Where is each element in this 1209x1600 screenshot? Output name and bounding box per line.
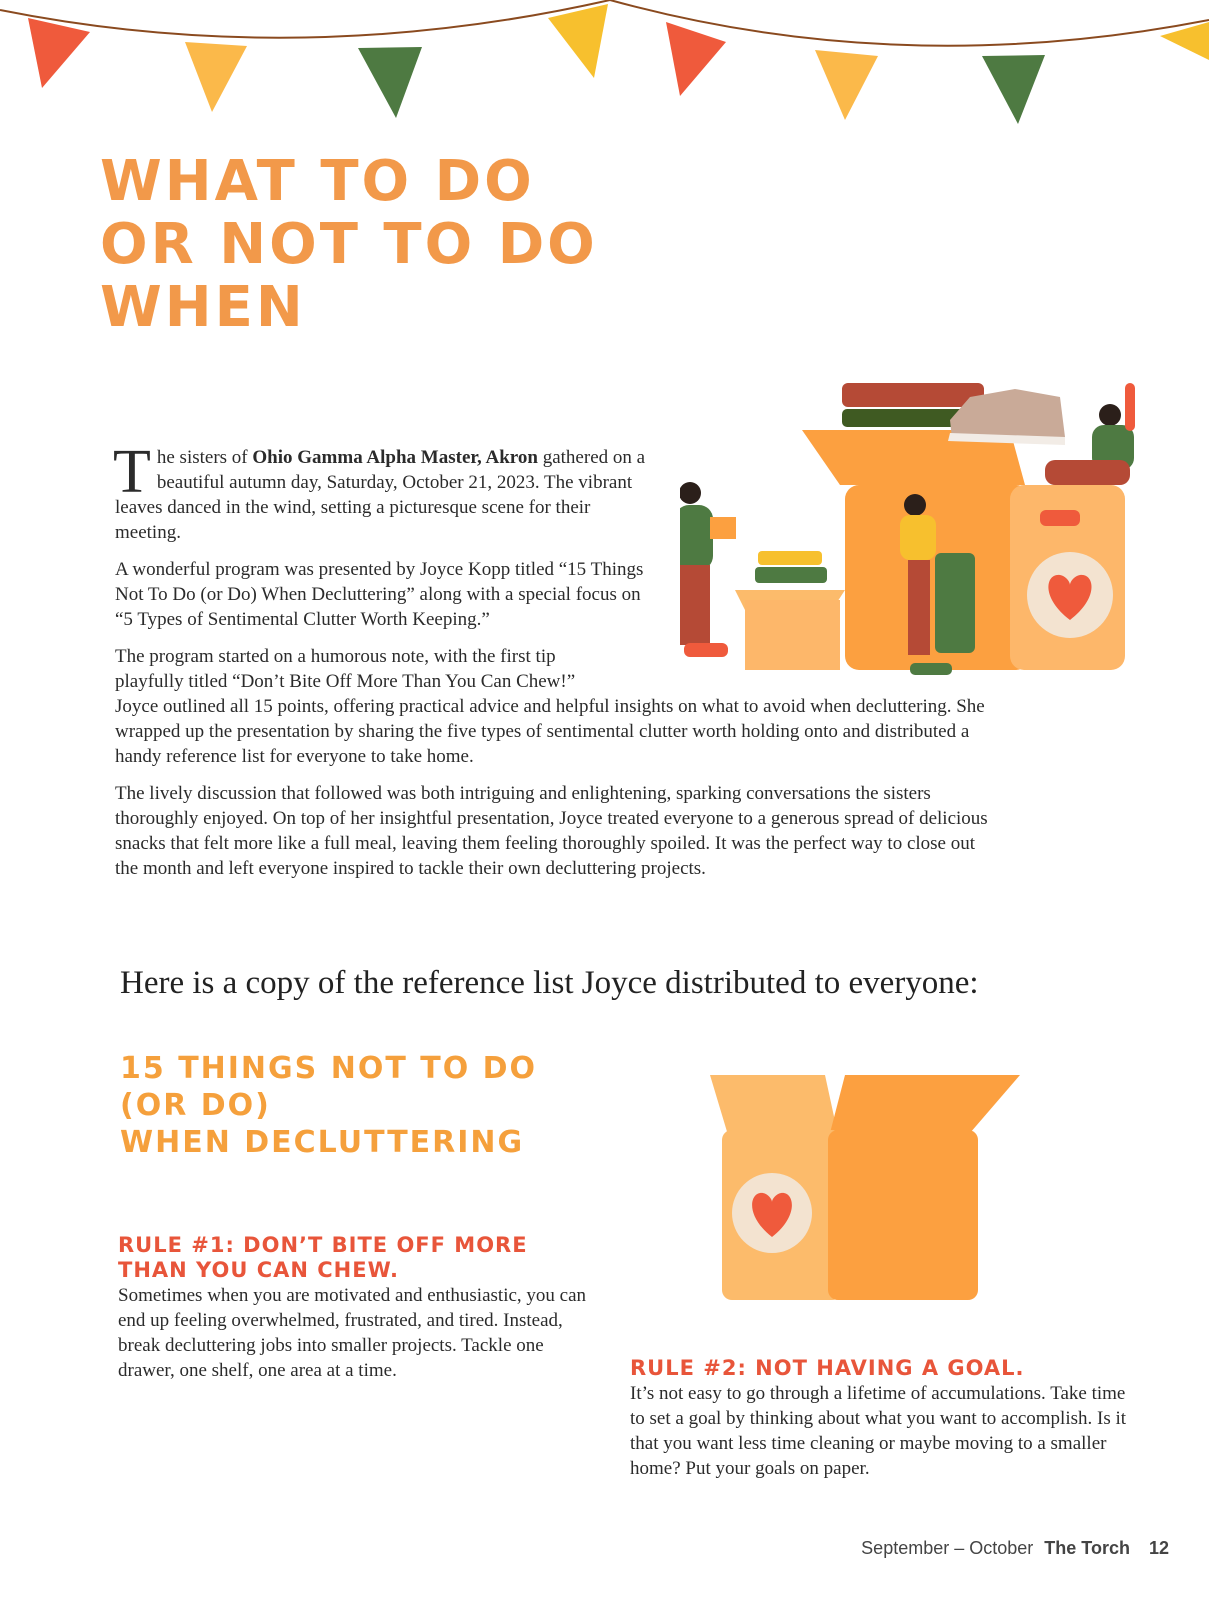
paragraph-2: A wonderful program was presented by Joyce Kopp titled “15 Things Not To Do (or Do) When Decluttering” along with a special focus on “5 Types of Sentimental Clutter Worth Keeping.”	[115, 559, 644, 630]
drop-cap: T	[113, 438, 151, 506]
page-number: 12	[1148, 1538, 1169, 1558]
issue-date: September – October	[861, 1538, 1034, 1558]
headline-line: WHAT TO DO	[100, 149, 535, 214]
list-title-line: 15 THINGS NOT TO DO	[120, 1051, 538, 1086]
paragraph-text: he sisters of	[156, 447, 253, 468]
bunting-banner	[0, 0, 1209, 140]
rule-text: Sometimes when you are motivated and enthusiastic, you can end up feeling overwhelmed, frustrated, and tired. Instead, break decluttering jobs into smaller projects. Tackle one drawer, one shelf, one area at a time.	[118, 1285, 587, 1381]
rule-1	[118, 1233, 588, 1383]
paragraph-3	[115, 644, 1000, 769]
pennant-green	[358, 47, 422, 118]
list-title-line: (OR DO)	[120, 1088, 271, 1123]
headline-line: OR NOT TO DO	[100, 212, 598, 277]
pennant-yellow	[548, 4, 608, 78]
pennant-red	[28, 18, 90, 88]
paragraph-text: Joyce outlined all 15 points, offering practical advice and helpful insights on what to avoid when decluttering. She wrapped up the presentation by sharing the five types of sentimental clutter worth holding onto and distributed a handy reference list for everyone to take home.	[115, 696, 985, 767]
pennant-yellow	[815, 50, 878, 120]
publication-name: The Torch	[1044, 1538, 1130, 1558]
paragraph-4: The lively discussion that followed was both intriguing and enlightening, sparking conversations the sisters thoroughly enjoyed. On top of her insightful presentation, Joyce treated everyone to a generous spread of delicious snacks that felt more like a full meal, leaving them feeling thoroughly spoiled. It was the perfect way to close out the month and left everyone inspired to tackle their own decluttering projects.	[115, 783, 988, 879]
rule-heading: RULE #1: DON’T BITE OFF MORE THAN YOU CAN CHEW.	[118, 1233, 528, 1282]
headline	[100, 150, 598, 339]
heart-box-illustration	[710, 1075, 1030, 1315]
pennant-red	[666, 22, 726, 96]
page-footer	[861, 1538, 1169, 1559]
paragraph-text: gathered on a beautiful autumn day, Saturday, October 21, 2023. The vibrant leaves danced in the wind, setting a picturesque scene for their meeting.	[115, 447, 646, 543]
list-title-line: WHEN DECLUTTERING	[120, 1125, 525, 1160]
pennant-yellow	[185, 42, 247, 112]
list-title	[120, 1050, 537, 1161]
rule-text: It’s not easy to go through a lifetime of accumulations. Take time to set a goal by thinking about what you want to accomplish. Is it that you want less time cleaning or maybe moving to a smaller home? Put your goals on paper.	[630, 1383, 1127, 1479]
rule-heading: RULE #2: NOT HAVING A GOAL.	[630, 1356, 1025, 1380]
article-body	[113, 438, 1000, 893]
chapter-name: Ohio Gamma Alpha Master, Akron	[252, 447, 538, 468]
paragraph-1	[113, 438, 650, 545]
pennant-green	[982, 55, 1045, 124]
rule-2	[630, 1356, 1130, 1481]
intro-line: Here is a copy of the reference list Joyce distributed to everyone:	[120, 965, 979, 1001]
paragraph-text: The program started on a humorous note, with the first tip playfully titled “Don’t Bite Off More Than You Can Chew!”	[115, 646, 576, 692]
headline-line: WHEN	[100, 275, 306, 340]
